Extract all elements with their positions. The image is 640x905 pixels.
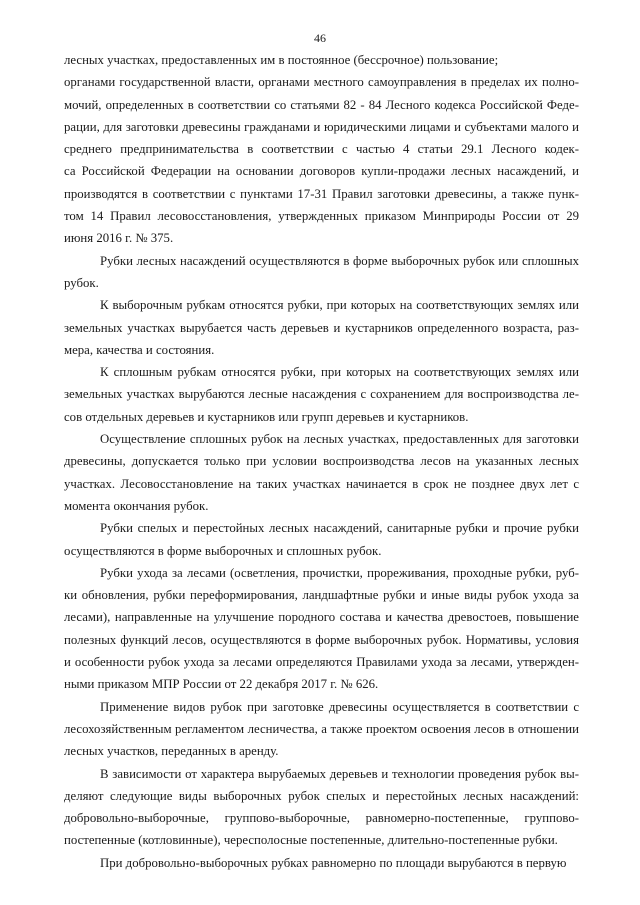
text-line: лесных участках, предоставленных им в постоянное (бессрочное) пользование; xyxy=(64,53,499,67)
text-line: том 14 Правил лесовосстановления, утвержденных приказом Минприроды России от 29 xyxy=(64,209,579,224)
document-body xyxy=(64,49,579,874)
text-line: ными приказом МПР России от 22 декабря 2017 г. № 626. xyxy=(64,677,379,692)
text-line: июня 2016 г. № 375. xyxy=(64,231,174,246)
text-line: полезных функций лесов, осуществляются в форме выборочных рубок. Нормативы, условия xyxy=(64,632,579,647)
paragraph xyxy=(64,562,579,696)
text-line: древесины, допускается только при условии воспроизводства лесов на указанных лесных xyxy=(64,454,579,469)
paragraph xyxy=(64,71,579,249)
text-line: Рубки лесных насаждений осуществляются в форме выборочных рубок или сплошных xyxy=(100,253,579,268)
page-number: 46 xyxy=(314,31,326,45)
text-line: Рубки ухода за лесами (осветления, прочистки, прореживания, проходные рубки, руб- xyxy=(100,565,579,580)
paragraph xyxy=(64,428,579,517)
text-line: К сплошным рубкам относятся рубки, при которых на соответствующих землях или xyxy=(100,365,579,380)
text-line: сов отдельных деревьев и кустарников или групп деревьев и кустарников. xyxy=(64,409,469,424)
text-line: Рубки спелых и перестойных лесных насаждений, санитарные рубки и прочие рубки xyxy=(100,521,579,536)
text-line: рубок. xyxy=(64,275,99,290)
text-line: рации, для заготовки древесины гражданами и юридическими лицами и субъектами малого и xyxy=(64,119,579,134)
paragraph xyxy=(64,852,579,874)
text-line: Осуществление сплошных рубок на лесных участках, предоставленных для заготовки xyxy=(100,432,579,447)
text-line: деляют следующие виды выборочных рубок спелых и перестойных лесных насаждений: xyxy=(64,788,579,803)
text-line: органами государственной власти, органами местного самоуправления в пределах их полно- xyxy=(64,75,579,90)
paragraph xyxy=(64,696,579,763)
text-line: мочий, определенных в соответствии со статьями 82 - 84 Лесного кодекса Российской Феде- xyxy=(64,97,579,112)
text-line: земельных участках вырубаются лесные насаждения с сохранением для воспроизводства ле- xyxy=(64,387,579,402)
text-line: ки обновления, рубки переформирования, ландшафтные рубки и иные виды рубок ухода за xyxy=(64,588,579,603)
text-line: К выборочным рубкам относятся рубки, при которых на соответствующих землях или xyxy=(100,298,579,313)
text-line: момента окончания рубок. xyxy=(64,498,209,513)
text-line: земельных участках вырубается часть деревьев и кустарников определенного возраста, раз- xyxy=(64,320,579,335)
text-line: производятся в соответствии с пунктами 17-31 Правил заготовки древесины, а также пунк- xyxy=(64,186,579,201)
paragraph xyxy=(64,361,579,428)
paragraph xyxy=(64,294,579,361)
text-line: лесами), направленные на улучшение породного состава и качества древостоев, повышение xyxy=(64,610,579,625)
text-line: добровольно-выборочные, группово-выборочные, равномерно-постепенные, группово- xyxy=(64,811,579,826)
text-line: и особенности рубок ухода за лесами определяются Правилами ухода за лесами, утвержден- xyxy=(64,655,579,670)
text-line: При добровольно-выборочных рубках равномерно по площади вырубаются в первую xyxy=(100,855,567,870)
paragraph xyxy=(64,250,579,295)
paragraph xyxy=(64,763,579,852)
text-line: участках. Лесовосстановление на таких участках начинается в срок не позднее двух лет с xyxy=(64,476,579,491)
text-line: мера, качества и состояния. xyxy=(64,342,215,357)
paragraph xyxy=(64,49,579,71)
paragraph xyxy=(64,517,579,562)
text-line: постепенные (котловинные), чересполосные постепенные, длительно-постепенные рубки. xyxy=(64,833,558,848)
text-line: среднего предпринимательства в соответствии с частью 4 статьи 29.1 Лесного кодек- xyxy=(64,142,579,157)
text-line: В зависимости от характера вырубаемых деревьев и технологии проведения рубок вы- xyxy=(100,766,579,781)
text-line: Применение видов рубок при заготовке древесины осуществляется в соответствии с xyxy=(100,699,579,714)
text-line: лесохозяйственным регламентом лесничества, а также проектом освоения лесов в отношении xyxy=(64,721,579,736)
text-line: са Российской Федерации на основании договоров купли-продажи лесных насаждений, и xyxy=(64,164,579,179)
text-line: лесных участков, переданных в аренду. xyxy=(64,744,279,759)
text-line: осуществляются в форме выборочных и сплошных рубок. xyxy=(64,543,382,558)
